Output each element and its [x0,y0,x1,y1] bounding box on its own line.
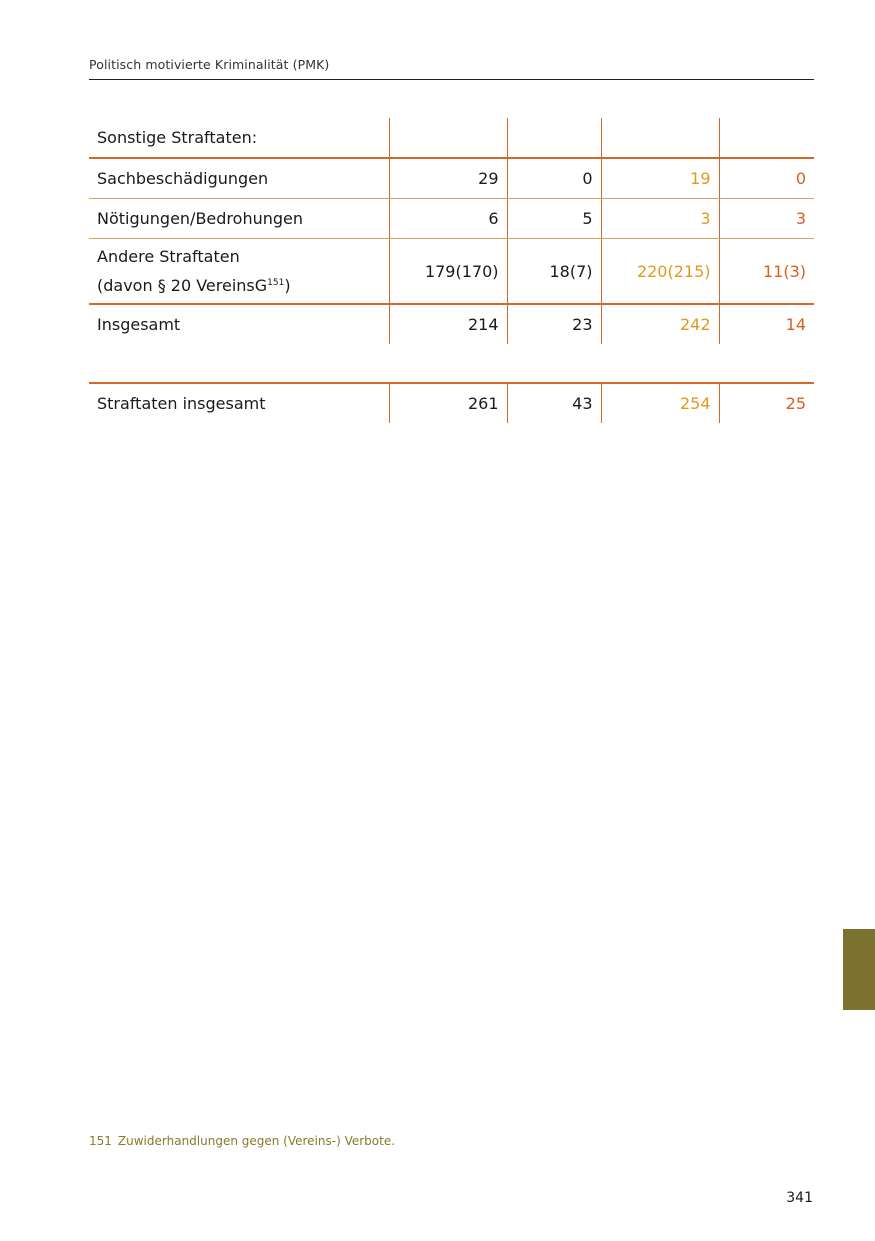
value-cell: 214 [389,304,507,344]
footnote-reference: 151 [267,277,285,288]
row-label: Nötigungen/Bedrohungen [89,199,389,239]
table-total-row [89,383,814,423]
row-label-line1: Andere Straftaten [97,246,240,266]
value-cell: 3 [601,199,719,239]
footnote-number: 151 [89,1134,112,1148]
page-number: 341 [786,1190,813,1206]
header-rule [89,79,814,80]
total-value-cell: 254 [601,383,719,423]
spacer-cell [89,344,814,383]
total-value-cell: 25 [719,383,814,423]
table-spacer-row [89,344,814,383]
value-cell: 23 [507,304,601,344]
value-cell: 18(7) [507,239,601,305]
value-cell: 242 [601,304,719,344]
footnote-text: Zuwiderhandlungen gegen (Vereins-) Verbote. [117,1134,396,1148]
value-cell: 5 [507,199,601,239]
chapter-side-tab [843,929,875,1010]
table-row [89,239,814,305]
table-row-section [89,118,814,158]
section-label: Sonstige Straftaten: [89,118,389,158]
total-value-cell: 261 [389,383,507,423]
value-cell: 11(3) [719,239,814,305]
empty-cell [507,118,601,158]
table-row [89,304,814,344]
row-label-line2 [97,270,381,299]
value-cell: 179(170) [389,239,507,305]
empty-cell [389,118,507,158]
statistics-table [89,118,814,423]
running-header: Politisch motivierte Kriminalität (PMK) [89,57,330,72]
value-cell: 19 [601,158,719,199]
value-cell: 29 [389,158,507,199]
footnote [89,1134,395,1148]
value-cell: 220(215) [601,239,719,305]
total-label: Straftaten insgesamt [97,394,266,413]
total-value-cell: 43 [507,383,601,423]
value-cell: 6 [389,199,507,239]
table-row [89,158,814,199]
row-label [89,239,389,305]
row-label-line2-text: (davon § 20 VereinsG [97,275,268,295]
empty-cell [719,118,814,158]
row-label: Insgesamt [97,315,181,334]
value-cell: 0 [507,158,601,199]
row-label-line2-end: ) [284,275,291,295]
value-cell: 3 [719,199,814,239]
value-cell: 0 [719,158,814,199]
value-cell: 14 [719,304,814,344]
row-label: Sachbeschädigungen [89,158,389,199]
table-row [89,199,814,239]
empty-cell [601,118,719,158]
